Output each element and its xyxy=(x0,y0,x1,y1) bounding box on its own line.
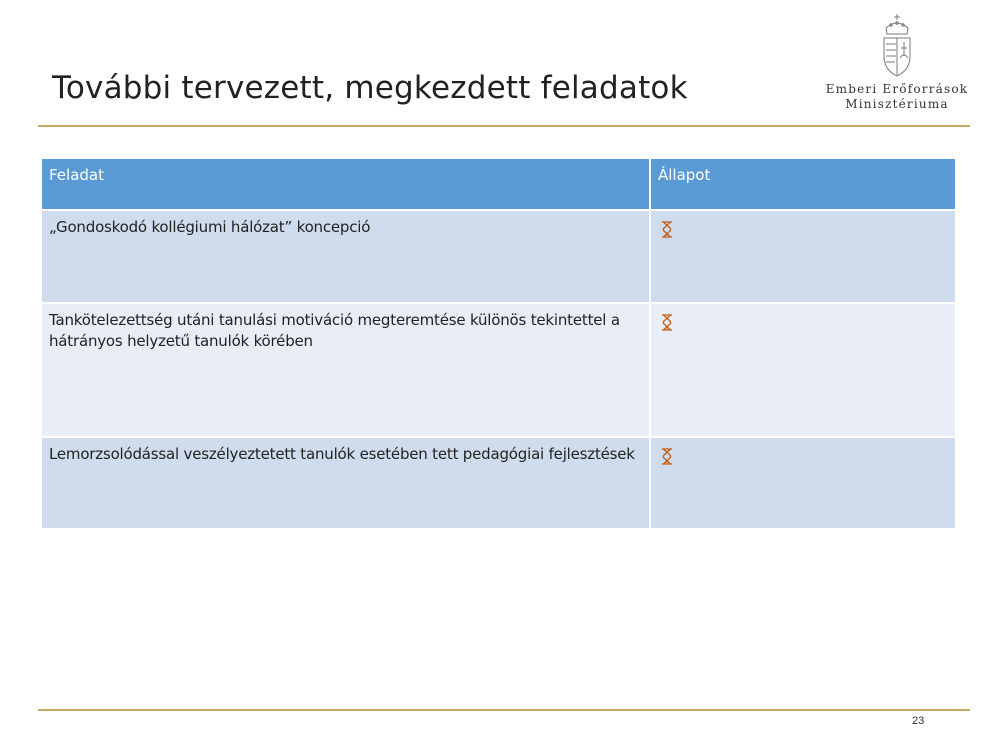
page-number: 23 xyxy=(912,715,925,727)
hourglass-icon xyxy=(661,221,673,238)
ministry-logo xyxy=(822,12,972,112)
page-title: További tervezett, megkezdett feladatok xyxy=(52,70,688,106)
logo-text-line1: Emberi Erőforrások xyxy=(825,82,969,96)
task-cell: Lemorzsolódással veszélyeztetett tanulók esetében tett pedagógiai fejlesztések xyxy=(41,437,650,529)
footer-divider xyxy=(38,709,970,711)
table-row xyxy=(41,437,956,529)
hourglass-icon xyxy=(661,314,673,331)
status-cell xyxy=(650,303,956,437)
table-row xyxy=(41,303,956,437)
column-header-task: Feladat xyxy=(41,158,650,210)
hourglass-icon xyxy=(661,448,673,465)
coat-of-arms-icon xyxy=(879,12,915,80)
column-header-status: Állapot xyxy=(650,158,956,210)
header-divider xyxy=(38,125,970,127)
task-cell: Tankötelezettség utáni tanulási motiváció megteremtése különös tekintettel a hátrányos helyzetű tanulók körében xyxy=(41,303,650,437)
table-header-row xyxy=(41,158,956,210)
status-cell xyxy=(650,437,956,529)
logo-text-line2: Minisztériuma xyxy=(845,97,949,111)
task-cell: „Gondoskodó kollégiumi hálózat” koncepció xyxy=(41,210,650,303)
status-cell xyxy=(650,210,956,303)
table-row xyxy=(41,210,956,303)
task-table xyxy=(40,157,957,530)
